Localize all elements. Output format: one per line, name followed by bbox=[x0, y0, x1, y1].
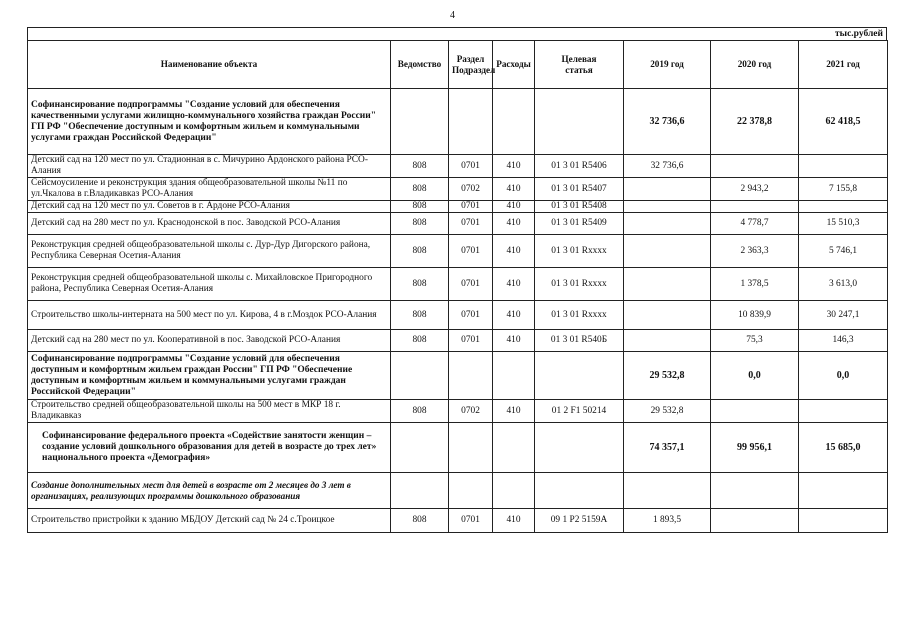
cell-2021 bbox=[799, 509, 888, 533]
cell-expense bbox=[493, 473, 535, 509]
cell-name: Реконструкция средней общеобразовательной школы с. Дур-Дур Дигорского района, Республика Северная Осетия-Алания bbox=[28, 235, 391, 268]
table-row bbox=[28, 352, 888, 400]
cell-section: 0702 bbox=[449, 400, 493, 423]
cell-2020: 2 943,2 bbox=[711, 178, 799, 201]
cell-dept: 808 bbox=[391, 400, 449, 423]
cell-dept: 808 bbox=[391, 509, 449, 533]
cell-target: 01 3 01 R5408 bbox=[535, 201, 624, 213]
cell-2019 bbox=[624, 473, 711, 509]
cell-2021: 7 155,8 bbox=[799, 178, 888, 201]
table-row bbox=[28, 235, 888, 268]
cell-target: 01 2 F1 50214 bbox=[535, 400, 624, 423]
cell-name: Строительство пристройки к зданию МБДОУ Детский сад № 24 с.Троицкое bbox=[28, 509, 391, 533]
cell-dept bbox=[391, 352, 449, 400]
cell-2020: 75,3 bbox=[711, 330, 799, 352]
table-body bbox=[28, 89, 888, 533]
cell-section: 0701 bbox=[449, 201, 493, 213]
cell-2019 bbox=[624, 330, 711, 352]
cell-2020 bbox=[711, 509, 799, 533]
cell-expense: 410 bbox=[493, 235, 535, 268]
cell-2019 bbox=[624, 201, 711, 213]
cell-2021 bbox=[799, 473, 888, 509]
cell-target: 01 3 01 Rxxxx bbox=[535, 235, 624, 268]
cell-expense bbox=[493, 352, 535, 400]
cell-2020 bbox=[711, 400, 799, 423]
cell-name: Детский сад на 280 мест по ул. Краснодонской в пос. Заводской РСО-Алания bbox=[28, 213, 391, 235]
col-header-name: Наименование объекта bbox=[28, 41, 391, 89]
table-row bbox=[28, 178, 888, 201]
cell-2019: 29 532,8 bbox=[624, 400, 711, 423]
units-label: тыс.рублей bbox=[27, 27, 887, 40]
table-row bbox=[28, 213, 888, 235]
cell-target bbox=[535, 423, 624, 473]
cell-section: 0701 bbox=[449, 155, 493, 178]
cell-target: 01 3 01 R540Б bbox=[535, 330, 624, 352]
cell-target: 01 3 01 Rxxxx bbox=[535, 268, 624, 301]
cell-2019: 32 736,6 bbox=[624, 155, 711, 178]
cell-2021 bbox=[799, 400, 888, 423]
cell-section bbox=[449, 473, 493, 509]
table-row bbox=[28, 473, 888, 509]
cell-2020: 2 363,3 bbox=[711, 235, 799, 268]
col-header-expense: Расходы bbox=[493, 41, 535, 89]
cell-dept: 808 bbox=[391, 330, 449, 352]
cell-2020: 1 378,5 bbox=[711, 268, 799, 301]
cell-2021: 62 418,5 bbox=[799, 89, 888, 155]
cell-dept bbox=[391, 89, 449, 155]
cell-section bbox=[449, 423, 493, 473]
cell-section bbox=[449, 89, 493, 155]
table-row bbox=[28, 423, 888, 473]
col-header-target bbox=[535, 41, 624, 89]
cell-name: Детский сад на 120 мест по ул. Стадионная в с. Мичурино Ардонского района РСО-Алания bbox=[28, 155, 391, 178]
cell-name: Софинансирование федерального проекта «Содействие занятости женщин – создание условий дошкольного образования для детей в возрасте до трех лет» национального проекта «Демография» bbox=[28, 423, 391, 473]
cell-2020: 22 378,8 bbox=[711, 89, 799, 155]
table-row bbox=[28, 268, 888, 301]
cell-2019: 29 532,8 bbox=[624, 352, 711, 400]
cell-2020: 0,0 bbox=[711, 352, 799, 400]
cell-expense: 410 bbox=[493, 155, 535, 178]
cell-section: 0701 bbox=[449, 330, 493, 352]
cell-2019 bbox=[624, 301, 711, 330]
cell-name: Софинансирование подпрограммы "Создание условий для обеспечения доступным и комфортным жильем граждан России" ГП РФ "Обеспечение доступным и комфортным жильем и коммунальными услугами граждан Российской Федерации" bbox=[28, 352, 391, 400]
cell-expense: 410 bbox=[493, 268, 535, 301]
cell-2020 bbox=[711, 201, 799, 213]
cell-section: 0701 bbox=[449, 301, 493, 330]
cell-2021: 15 510,3 bbox=[799, 213, 888, 235]
cell-expense: 410 bbox=[493, 201, 535, 213]
table-row bbox=[28, 509, 888, 533]
cell-2019 bbox=[624, 268, 711, 301]
cell-2021 bbox=[799, 155, 888, 178]
cell-2020 bbox=[711, 155, 799, 178]
cell-2021: 146,3 bbox=[799, 330, 888, 352]
cell-target: 01 3 01 R5406 bbox=[535, 155, 624, 178]
cell-section: 0701 bbox=[449, 213, 493, 235]
cell-2019 bbox=[624, 213, 711, 235]
cell-target bbox=[535, 352, 624, 400]
cell-2020: 4 778,7 bbox=[711, 213, 799, 235]
cell-2021: 30 247,1 bbox=[799, 301, 888, 330]
cell-expense: 410 bbox=[493, 330, 535, 352]
cell-name: Строительство средней общеобразовательной школы на 500 мест в МКР 18 г. Владикавказ bbox=[28, 400, 391, 423]
col-header-section bbox=[449, 41, 496, 89]
budget-table-sheet bbox=[27, 27, 887, 533]
cell-expense: 410 bbox=[493, 213, 535, 235]
cell-dept bbox=[391, 473, 449, 509]
col-header-target-line1: Целевая bbox=[561, 53, 597, 64]
cell-2019: 1 893,5 bbox=[624, 509, 711, 533]
cell-2021: 3 613,0 bbox=[799, 268, 888, 301]
cell-expense bbox=[493, 423, 535, 473]
cell-section: 0701 bbox=[449, 268, 493, 301]
cell-name: Реконструкция средней общеобразовательной школы с. Михайловское Пригородного района, Республика Северная Осетия-Алания bbox=[28, 268, 391, 301]
cell-2021 bbox=[799, 201, 888, 213]
page-number: 4 bbox=[450, 10, 455, 21]
cell-name: Строительство школы-интерната на 500 мест по ул. Кирова, 4 в г.Моздок РСО-Алания bbox=[28, 301, 391, 330]
cell-2020: 10 839,9 bbox=[711, 301, 799, 330]
col-header-dept: Ведомство bbox=[391, 41, 449, 89]
cell-name: Создание дополнительных мест для детей в возрасте от 2 месяцев до 3 лет в организациях, реализующих программы дошкольного образования bbox=[28, 473, 391, 509]
table-row bbox=[28, 201, 888, 213]
col-header-target-line2: статья bbox=[565, 64, 593, 75]
cell-dept: 808 bbox=[391, 213, 449, 235]
cell-dept: 808 bbox=[391, 301, 449, 330]
cell-2021: 5 746,1 bbox=[799, 235, 888, 268]
col-header-section-line2: Подраздел bbox=[452, 64, 496, 75]
cell-target bbox=[535, 89, 624, 155]
cell-expense bbox=[493, 89, 535, 155]
budget-table bbox=[27, 40, 888, 533]
cell-2019 bbox=[624, 178, 711, 201]
header-row bbox=[28, 41, 888, 89]
col-header-2020: 2020 год bbox=[711, 41, 799, 89]
cell-section: 0701 bbox=[449, 235, 493, 268]
cell-target: 01 3 01 R5407 bbox=[535, 178, 624, 201]
cell-expense: 410 bbox=[493, 178, 535, 201]
cell-target: 01 3 01 R5409 bbox=[535, 213, 624, 235]
table-row bbox=[28, 155, 888, 178]
cell-expense: 410 bbox=[493, 509, 535, 533]
cell-2021: 15 685,0 bbox=[799, 423, 888, 473]
cell-section bbox=[449, 352, 493, 400]
table-row bbox=[28, 330, 888, 352]
cell-target bbox=[535, 473, 624, 509]
cell-dept bbox=[391, 423, 449, 473]
cell-2020: 99 956,1 bbox=[711, 423, 799, 473]
cell-dept: 808 bbox=[391, 178, 449, 201]
cell-2021: 0,0 bbox=[799, 352, 888, 400]
col-header-2021: 2021 год bbox=[799, 41, 888, 89]
cell-section: 0701 bbox=[449, 509, 493, 533]
cell-name: Софинансирование подпрограммы "Создание условий для обеспечения качественными услугами жилищно-коммунального хозяйства граждан России" ГП РФ "Обеспечение доступным и комфортным жильем и коммунальными услугами граждан Российской Федерации" bbox=[28, 89, 391, 155]
cell-target: 09 1 P2 5159A bbox=[535, 509, 624, 533]
cell-dept: 808 bbox=[391, 268, 449, 301]
cell-name: Детский сад на 280 мест по ул. Кооперативной в пос. Заводской РСО-Алания bbox=[28, 330, 391, 352]
cell-dept: 808 bbox=[391, 201, 449, 213]
table-row bbox=[28, 301, 888, 330]
cell-target: 01 3 01 Rxxxx bbox=[535, 301, 624, 330]
col-header-section-line1: Раздел bbox=[456, 53, 485, 64]
cell-expense: 410 bbox=[493, 301, 535, 330]
table-row bbox=[28, 89, 888, 155]
cell-2019 bbox=[624, 235, 711, 268]
cell-name: Сейсмоусиление и реконструкция здания общеобразовательной школы №11 по ул.Чкалова в г.Владикавказ РСО-Алания bbox=[28, 178, 391, 201]
cell-dept: 808 bbox=[391, 235, 449, 268]
cell-2019: 74 357,1 bbox=[624, 423, 711, 473]
cell-2020 bbox=[711, 473, 799, 509]
table-row bbox=[28, 400, 888, 423]
cell-section: 0702 bbox=[449, 178, 493, 201]
col-header-2019: 2019 год bbox=[624, 41, 711, 89]
cell-dept: 808 bbox=[391, 155, 449, 178]
cell-expense: 410 bbox=[493, 400, 535, 423]
cell-2019: 32 736,6 bbox=[624, 89, 711, 155]
cell-name: Детский сад на 120 мест по ул. Советов в г. Ардоне РСО-Алания bbox=[28, 201, 391, 213]
